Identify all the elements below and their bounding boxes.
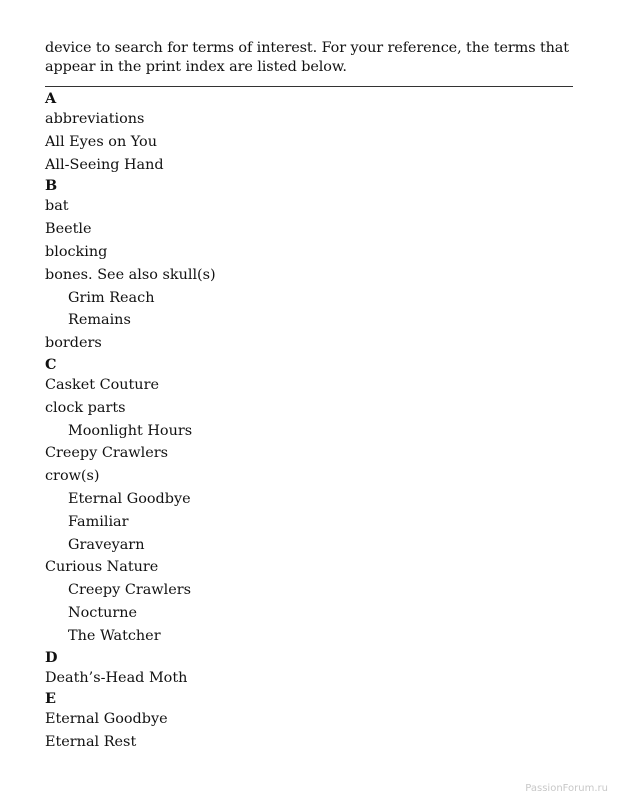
index-subentry[interactable]: Grim Reach <box>68 289 155 306</box>
index-letter-heading: D <box>45 648 58 666</box>
index-letter-heading: C <box>45 355 57 373</box>
index-entry[interactable]: Eternal Rest <box>45 734 137 751</box>
divider-rule <box>45 86 573 87</box>
index-letter-heading: E <box>45 690 56 708</box>
index-entry[interactable]: Eternal Goodbye <box>45 711 168 728</box>
index-subentry[interactable]: Moonlight Hours <box>68 422 193 439</box>
index-subentry[interactable]: Nocturne <box>68 604 138 621</box>
index-letter-heading: B <box>45 177 58 195</box>
index-entry[interactable]: clock parts <box>45 399 126 416</box>
index-entry[interactable]: Beetle <box>45 221 92 238</box>
index-subentry[interactable]: Eternal Goodbye <box>68 490 191 507</box>
index-entry[interactable]: borders <box>45 335 102 352</box>
watermark: PassionForum.ru <box>525 783 608 794</box>
index-subentry[interactable]: The Watcher <box>68 627 161 644</box>
index-entry[interactable]: Casket Couture <box>45 376 159 393</box>
index-entry[interactable]: blocking <box>45 243 108 260</box>
index-subentry[interactable]: Graveyarn <box>68 536 145 553</box>
index-entry[interactable]: abbreviations <box>45 111 145 127</box>
index-subentry[interactable]: Remains <box>68 312 131 329</box>
index-subentry[interactable]: Creepy Crawlers <box>68 582 192 599</box>
index-letter-heading: A <box>45 90 57 107</box>
index-entry[interactable]: All-Seeing Hand <box>45 156 164 173</box>
index-entry[interactable]: Death’s-Head Moth <box>45 669 188 686</box>
index-entry[interactable]: Creepy Crawlers <box>45 445 169 462</box>
index-subentry[interactable]: Familiar <box>68 513 129 530</box>
index-page <box>45 39 573 754</box>
index-list <box>45 89 573 754</box>
index-entry[interactable]: bones. See also skull(s) <box>45 266 216 283</box>
index-entry[interactable]: Curious Nature <box>45 559 159 576</box>
intro-paragraph: device to search for terms of interest. For your reference, the terms that appear in the print index are listed below. <box>45 40 569 75</box>
index-entry[interactable]: All Eyes on You <box>45 133 157 150</box>
index-entry[interactable]: crow(s) <box>45 468 100 485</box>
index-entry[interactable]: bat <box>45 198 69 215</box>
